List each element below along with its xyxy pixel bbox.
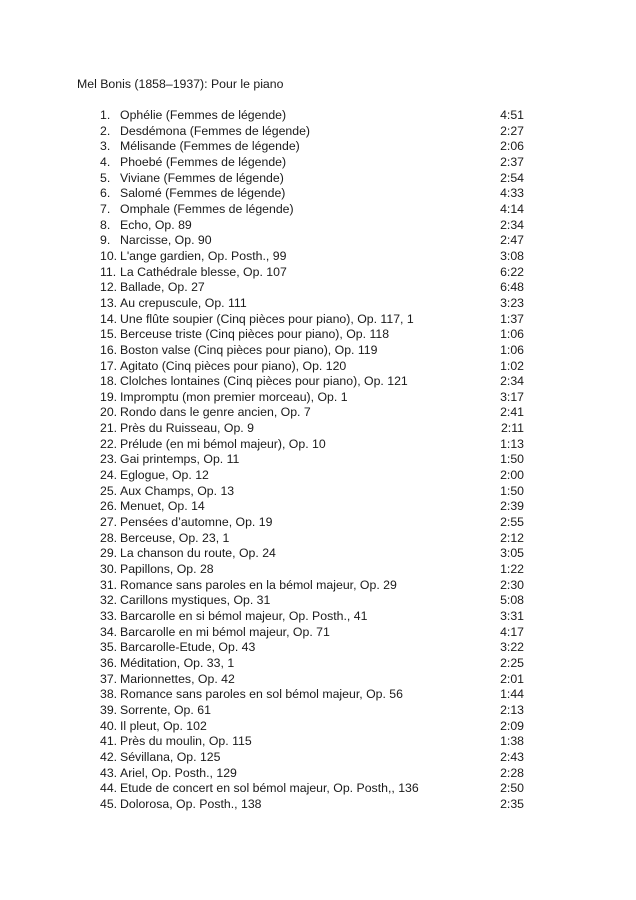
track-number: 26. <box>100 499 118 514</box>
track-title: La chanson du route, Op. 24 <box>120 546 276 561</box>
track-duration: 3:31 <box>500 609 524 623</box>
track-duration: 4:17 <box>500 624 524 639</box>
track-row <box>100 687 524 703</box>
track-duration: 2:27 <box>500 123 524 138</box>
track-duration: 2:50 <box>500 781 524 796</box>
track-title: Etude de concert en sol bémol majeur, Op. Posth,, 136 <box>120 781 419 796</box>
track-row <box>100 766 524 782</box>
track-number: 40. <box>100 718 118 733</box>
track-number: 42. <box>100 749 118 764</box>
track-row <box>100 672 524 688</box>
track-number: 18. <box>100 374 118 389</box>
track-number: 45. <box>100 796 118 811</box>
track-duration: 1:06 <box>500 342 524 357</box>
track-title: Menuet, Op. 14 <box>120 499 205 514</box>
track-number: 14. <box>100 311 118 326</box>
track-row <box>100 531 524 547</box>
track-duration: 1:22 <box>500 562 524 577</box>
track-number: 8. <box>100 217 111 232</box>
track-duration: 2:12 <box>500 530 524 545</box>
track-number: 11. <box>100 264 117 279</box>
track-row <box>100 280 524 296</box>
track-number: 31. <box>100 577 118 592</box>
track-row <box>100 249 524 265</box>
track-number: 2. <box>100 123 111 138</box>
track-duration: 2:28 <box>500 765 524 780</box>
track-duration: 2:34 <box>500 374 524 389</box>
track-number: 17. <box>100 358 118 373</box>
track-title: Salomé (Femmes de légende) <box>120 186 286 201</box>
track-row <box>100 656 524 672</box>
track-number: 7. <box>100 201 111 216</box>
track-number: 4. <box>100 154 111 169</box>
track-number: 32. <box>100 593 118 608</box>
track-row <box>100 781 524 797</box>
track-row <box>100 202 524 218</box>
track-row <box>100 218 524 234</box>
track-title: Ariel, Op. Posth., 129 <box>120 765 237 780</box>
track-title: Omphale (Femmes de légende) <box>120 201 294 216</box>
track-number: 9. <box>100 233 111 248</box>
track-row <box>100 186 524 202</box>
track-row <box>100 139 524 155</box>
track-row <box>100 171 524 187</box>
track-duration: 1:50 <box>500 483 524 498</box>
track-row <box>100 155 524 171</box>
track-row <box>100 499 524 515</box>
track-title: Berceuse triste (Cinq pièces pour piano), Op. 118 <box>120 327 390 342</box>
track-duration: 1:38 <box>500 734 524 749</box>
track-title: Viviane (Femmes de légende) <box>120 170 284 185</box>
track-duration: 2:06 <box>500 139 524 154</box>
track-duration: 4:14 <box>500 201 524 216</box>
track-row <box>100 625 524 641</box>
track-number: 41. <box>100 734 118 749</box>
track-title: Dolorosa, Op. Posth., 138 <box>120 796 262 811</box>
track-number: 34. <box>100 624 118 639</box>
track-title: Boston valse (Cinq pièces pour piano), Op. 119 <box>120 342 378 357</box>
track-number: 1. <box>100 108 111 122</box>
track-row <box>100 312 524 328</box>
track-title: Carillons mystiques, Op. 31 <box>120 593 271 608</box>
track-number: 29. <box>100 546 118 561</box>
track-title: Près du Ruisseau, Op. 9 <box>120 421 254 436</box>
track-duration: 2:41 <box>500 405 524 420</box>
track-duration: 6:22 <box>500 264 524 279</box>
track-title: Barcarolle en mi bémol majeur, Op. 71 <box>120 624 330 639</box>
track-title: Berceuse, Op. 23, 1 <box>120 530 230 545</box>
track-row <box>100 374 524 390</box>
track-row <box>100 578 524 594</box>
track-title: Barcarolle en si bémol majeur, Op. Posth., 41 <box>120 609 368 623</box>
track-row <box>100 233 524 249</box>
track-duration: 1:37 <box>500 311 524 326</box>
track-row <box>100 390 524 406</box>
track-number: 19. <box>100 389 118 404</box>
track-title: Il pleut, Op. 102 <box>120 718 207 733</box>
track-row <box>100 108 524 124</box>
track-duration: 2:39 <box>500 499 524 514</box>
track-number: 25. <box>100 483 118 498</box>
track-duration: 1:02 <box>500 358 524 373</box>
track-row <box>100 515 524 531</box>
track-duration: 2:00 <box>500 468 524 483</box>
track-row <box>100 703 524 719</box>
track-title: Sorrente, Op. 61 <box>120 702 211 717</box>
track-title: Rondo dans le genre ancien, Op. 7 <box>120 405 311 420</box>
track-number: 39. <box>100 702 118 717</box>
track-number: 22. <box>100 436 118 451</box>
track-duration: 2:35 <box>500 796 524 811</box>
track-row <box>100 124 524 140</box>
track-title: Mélisande (Femmes de légende) <box>120 139 300 154</box>
track-title: Romance sans paroles en la bémol majeur, Op. 29 <box>120 577 397 592</box>
track-row <box>100 343 524 359</box>
track-row <box>100 797 524 813</box>
track-row <box>100 468 524 484</box>
track-title: Impromptu (mon premier morceau), Op. 1 <box>120 389 348 404</box>
track-duration: 2:01 <box>500 671 524 686</box>
track-duration: 2:30 <box>500 577 524 592</box>
track-title: Gai printemps, Op. 11 <box>120 452 240 467</box>
track-number: 12. <box>100 280 118 295</box>
track-row <box>100 734 524 750</box>
track-number: 21. <box>100 421 118 436</box>
track-duration: 2:13 <box>500 702 524 717</box>
track-duration: 3:23 <box>500 295 524 310</box>
track-title: Ballade, Op. 27 <box>120 280 205 295</box>
track-title: Narcisse, Op. 90 <box>120 233 212 248</box>
track-duration: 4:51 <box>500 108 524 122</box>
track-number: 6. <box>100 186 111 201</box>
track-number: 20. <box>100 405 118 420</box>
track-title: La Cathédrale blesse, Op. 107 <box>120 264 287 279</box>
track-number: 37. <box>100 671 118 686</box>
track-row <box>100 593 524 609</box>
track-duration: 1:13 <box>500 436 524 451</box>
track-number: 13. <box>100 295 118 310</box>
track-number: 3. <box>100 139 111 154</box>
track-row <box>100 484 524 500</box>
track-number: 28. <box>100 530 118 545</box>
track-row <box>100 609 524 625</box>
track-row <box>100 640 524 656</box>
track-duration: 1:50 <box>500 452 524 467</box>
track-title: Méditation, Op. 33, 1 <box>120 655 235 670</box>
track-row <box>100 719 524 735</box>
track-duration: 3:05 <box>500 546 524 561</box>
track-row <box>100 265 524 281</box>
track-duration: 2:34 <box>500 217 524 232</box>
track-title: Echo, Op. 89 <box>120 217 192 232</box>
track-title: Clolches lontaines (Cinq pièces pour piano), Op. 121 <box>120 374 408 389</box>
track-number: 27. <box>100 515 118 530</box>
track-number: 44. <box>100 781 118 796</box>
track-row <box>100 452 524 468</box>
track-title: Pensées d’automne, Op. 19 <box>120 515 273 530</box>
track-row <box>100 437 524 453</box>
track-number: 30. <box>100 562 118 577</box>
track-title: Ophélie (Femmes de légende) <box>120 108 287 122</box>
track-duration: 4:33 <box>500 186 524 201</box>
track-duration: 2:43 <box>500 749 524 764</box>
document-title: Mel Bonis (1858–1937): Pour le piano <box>77 77 284 91</box>
track-title: Près du moulin, Op. 115 <box>120 734 252 749</box>
track-title: Aux Champs, Op. 13 <box>120 483 235 498</box>
track-title: Barcarolle-Etude, Op. 43 <box>120 640 256 655</box>
track-number: 15. <box>100 327 118 342</box>
track-number: 35. <box>100 640 118 655</box>
track-number: 5. <box>100 170 111 185</box>
track-number: 10. <box>100 248 118 263</box>
track-duration: 1:06 <box>500 327 524 342</box>
track-duration: 2:11 <box>500 421 524 436</box>
track-duration: 2:25 <box>500 655 524 670</box>
track-title: Prélude (en mi bémol majeur), Op. 10 <box>120 436 326 451</box>
track-duration: 5:08 <box>500 593 524 608</box>
track-duration: 2:09 <box>500 718 524 733</box>
track-row <box>100 296 524 312</box>
track-row <box>100 562 524 578</box>
track-number: 24. <box>100 468 118 483</box>
track-number: 23. <box>100 452 118 467</box>
track-number: 16. <box>100 342 118 357</box>
track-title: Romance sans paroles en sol bémol majeur, Op. 56 <box>120 687 403 702</box>
track-row <box>100 327 524 343</box>
track-duration: 3:22 <box>500 640 524 655</box>
track-title: L'ange gardien, Op. Posth., 99 <box>120 248 287 263</box>
track-number: 43. <box>100 765 118 780</box>
track-number: 38. <box>100 687 118 702</box>
track-title: Sévillana, Op. 125 <box>120 749 221 764</box>
track-title: Marionnettes, Op. 42 <box>120 671 235 686</box>
track-duration: 2:54 <box>500 170 524 185</box>
track-duration: 3:08 <box>500 248 524 263</box>
track-title: Une flûte soupier (Cinq pièces pour piano), Op. 117, 1 <box>120 311 414 326</box>
track-duration: 1:44 <box>500 687 524 702</box>
track-row <box>100 750 524 766</box>
track-row <box>100 359 524 375</box>
track-title: Agitato (Cinq pièces pour piano), Op. 120 <box>120 358 347 373</box>
track-number: 33. <box>100 609 118 623</box>
track-row <box>100 421 524 437</box>
track-duration: 3:17 <box>500 389 524 404</box>
track-title: Au crepuscule, Op. 111 <box>120 295 247 310</box>
track-duration: 2:47 <box>500 233 524 248</box>
track-row <box>100 405 524 421</box>
track-duration: 2:55 <box>500 515 524 530</box>
track-duration: 6:48 <box>500 280 524 295</box>
track-title: Eglogue, Op. 12 <box>120 468 209 483</box>
track-title: Desdémona (Femmes de légende) <box>120 123 311 138</box>
track-list <box>100 108 524 813</box>
track-title: Phoebé (Femmes de légende) <box>120 154 287 169</box>
track-row <box>100 546 524 562</box>
track-duration: 2:37 <box>500 154 524 169</box>
track-number: 36. <box>100 655 118 670</box>
track-title: Papillons, Op. 28 <box>120 562 214 577</box>
